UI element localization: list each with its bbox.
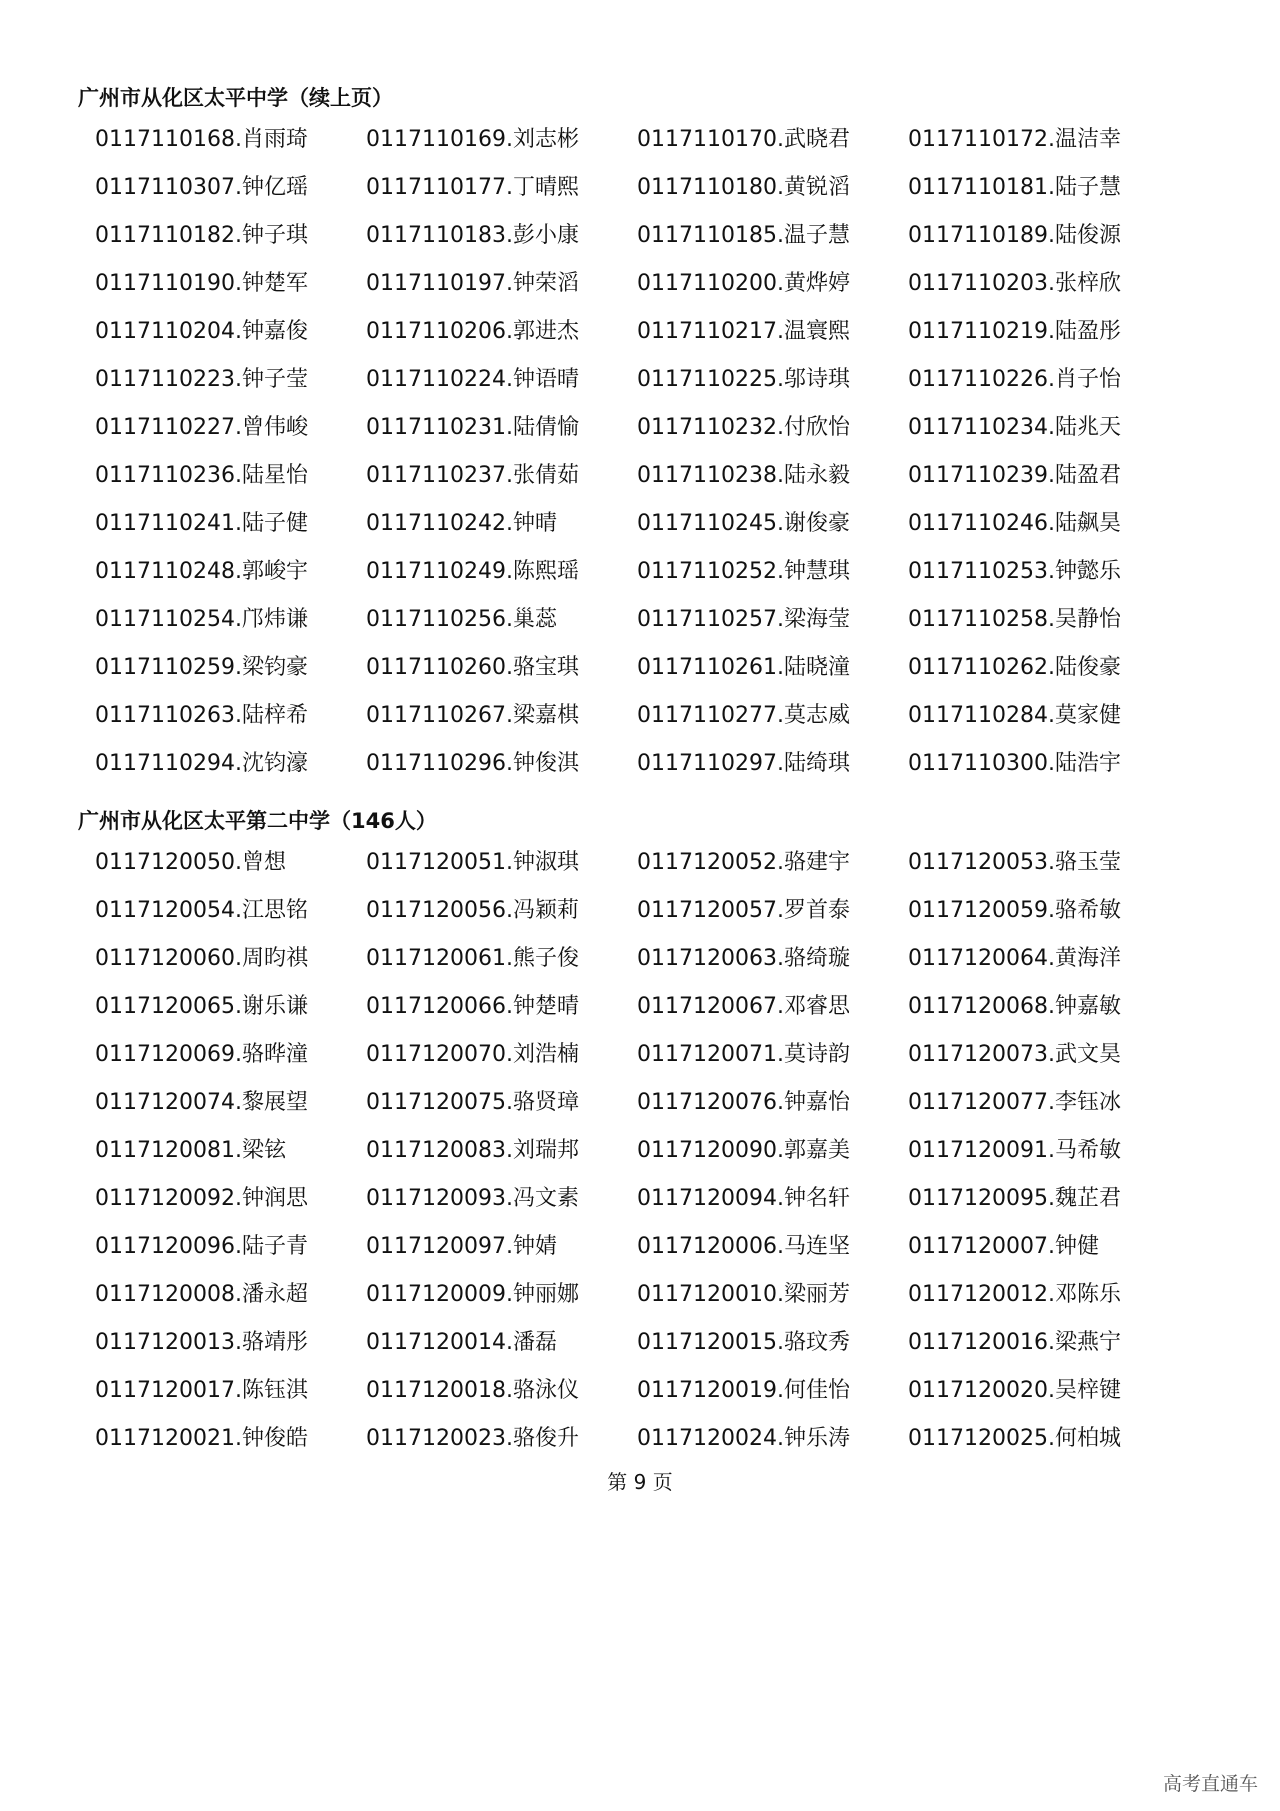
student-entry: 0117120015.骆玟秀 [637, 1330, 850, 1355]
student-entry: 0117120068.钟嘉敏 [908, 994, 1121, 1019]
student-entry: 0117110232.付欣怡 [637, 415, 850, 440]
student-entry: 0117110253.钟懿乐 [908, 559, 1121, 584]
student-entry: 0117110248.郭峻宇 [95, 559, 308, 584]
student-entry: 0117110227.曾伟峻 [95, 415, 308, 440]
student-entry: 0117110224.钟语晴 [366, 367, 579, 392]
student-entry: 0117120060.周昀祺 [95, 946, 308, 971]
student-entry: 0117120061.熊子俊 [366, 946, 579, 971]
student-entry: 0117120081.梁铉 [95, 1138, 286, 1163]
student-entry: 0117120070.刘浩楠 [366, 1042, 579, 1067]
student-entry: 0117110256.巢蕊 [366, 607, 557, 632]
student-entry: 0117120074.黎展望 [95, 1090, 308, 1115]
student-entry: 0117110168.肖雨琦 [95, 127, 308, 152]
student-entry: 0117110231.陆倩愉 [366, 415, 579, 440]
student-entry: 0117110190.钟楚军 [95, 271, 308, 296]
student-entry: 0117120017.陈钰淇 [95, 1378, 308, 1403]
student-entry: 0117120063.骆绮璇 [637, 946, 850, 971]
student-entry: 0117110172.温洁幸 [908, 127, 1121, 152]
student-entry: 0117120018.骆泳仪 [366, 1378, 579, 1403]
student-entry: 0117110181.陆子慧 [908, 175, 1121, 200]
page-number: 第 9 页 [607, 1470, 673, 1494]
student-entry: 0117110197.钟荣滔 [366, 271, 579, 296]
student-entry: 0117110296.钟俊淇 [366, 751, 579, 776]
student-entry: 0117120024.钟乐涛 [637, 1426, 850, 1451]
student-entry: 0117110180.黄锐滔 [637, 175, 850, 200]
student-entry: 0117110239.陆盈君 [908, 463, 1121, 488]
student-entry: 0117110223.钟子莹 [95, 367, 308, 392]
student-entry: 0117120073.武文昊 [908, 1042, 1121, 1067]
student-entry: 0117110267.梁嘉棋 [366, 703, 579, 728]
student-entry: 0117110300.陆浩宇 [908, 751, 1121, 776]
student-list [95, 839, 1195, 1463]
student-entry: 0117120066.钟楚晴 [366, 994, 579, 1019]
student-entry: 0117120059.骆希敏 [908, 898, 1121, 923]
student-entry: 0117110246.陆飙昊 [908, 511, 1121, 536]
student-entry: 0117110203.张梓欣 [908, 271, 1121, 296]
student-entry: 0117120021.钟俊皓 [95, 1426, 308, 1451]
section-title: 广州市从化区太平中学（续上页） [78, 86, 393, 110]
student-entry: 0117110252.钟慧琪 [637, 559, 850, 584]
student-entry: 0117120009.钟丽娜 [366, 1282, 579, 1307]
student-entry: 0117120016.梁燕宁 [908, 1330, 1121, 1355]
student-entry: 0117120075.骆贤璋 [366, 1090, 579, 1115]
student-entry: 0117110242.钟晴 [366, 511, 557, 536]
student-entry: 0117120090.郭嘉美 [637, 1138, 850, 1163]
student-entry: 0117120012.邓陈乐 [908, 1282, 1121, 1307]
student-entry: 0117120097.钟婧 [366, 1234, 557, 1259]
student-entry: 0117110259.梁钧豪 [95, 655, 308, 680]
student-entry: 0117120050.曾想 [95, 850, 286, 875]
student-entry: 0117110262.陆俊豪 [908, 655, 1121, 680]
student-entry: 0117110257.梁海莹 [637, 607, 850, 632]
student-entry: 0117120014.潘磊 [366, 1330, 557, 1355]
student-entry: 0117110294.沈钧濠 [95, 751, 308, 776]
student-entry: 0117120013.骆靖彤 [95, 1330, 308, 1355]
student-entry: 0117110297.陆绮琪 [637, 751, 850, 776]
student-entry: 0117120077.李钰冰 [908, 1090, 1121, 1115]
student-entry: 0117120071.莫诗韵 [637, 1042, 850, 1067]
student-entry: 0117120096.陆子青 [95, 1234, 308, 1259]
student-entry: 0117120019.何佳怡 [637, 1378, 850, 1403]
student-entry: 0117120054.江思铭 [95, 898, 308, 923]
student-entry: 0117120067.邓睿思 [637, 994, 850, 1019]
student-entry: 0117110307.钟亿瑶 [95, 175, 308, 200]
student-list [95, 116, 1195, 788]
student-entry: 0117110225.邬诗琪 [637, 367, 850, 392]
student-entry: 0117120092.钟润思 [95, 1186, 308, 1211]
student-entry: 0117110263.陆梓希 [95, 703, 308, 728]
student-entry: 0117110249.陈熙瑶 [366, 559, 579, 584]
student-entry: 0117120057.罗首泰 [637, 898, 850, 923]
student-entry: 0117120083.刘瑞邦 [366, 1138, 579, 1163]
student-entry: 0117120023.骆俊升 [366, 1426, 579, 1451]
student-entry: 0117120069.骆晔潼 [95, 1042, 308, 1067]
student-entry: 0117110284.莫家健 [908, 703, 1121, 728]
student-entry: 0117110219.陆盈彤 [908, 319, 1121, 344]
student-entry: 0117120052.骆建宇 [637, 850, 850, 875]
student-entry: 0117110260.骆宝琪 [366, 655, 579, 680]
student-entry: 0117120094.钟名轩 [637, 1186, 850, 1211]
student-entry: 0117120006.马连坚 [637, 1234, 850, 1259]
student-entry: 0117120053.骆玉莹 [908, 850, 1121, 875]
student-entry: 0117120020.吴梓键 [908, 1378, 1121, 1403]
student-entry: 0117120095.魏芷君 [908, 1186, 1121, 1211]
student-entry: 0117110204.钟嘉俊 [95, 319, 308, 344]
student-entry: 0117120008.潘永超 [95, 1282, 308, 1307]
student-entry: 0117120065.谢乐谦 [95, 994, 308, 1019]
student-entry: 0117110237.张倩茹 [366, 463, 579, 488]
student-entry: 0117110217.温寰熙 [637, 319, 850, 344]
student-entry: 0117110261.陆晓潼 [637, 655, 850, 680]
student-entry: 0117120051.钟淑琪 [366, 850, 579, 875]
student-entry: 0117110238.陆永毅 [637, 463, 850, 488]
student-entry: 0117120010.梁丽芳 [637, 1282, 850, 1307]
student-entry: 0117110177.丁晴熙 [366, 175, 579, 200]
student-entry: 0117110234.陆兆天 [908, 415, 1121, 440]
student-entry: 0117120056.冯颖莉 [366, 898, 579, 923]
student-entry: 0117110200.黄烨婷 [637, 271, 850, 296]
student-entry: 0117110182.钟子琪 [95, 223, 308, 248]
student-entry: 0117120091.马希敏 [908, 1138, 1121, 1163]
student-entry: 0117110245.谢俊豪 [637, 511, 850, 536]
watermark-text: 高考直通车 [1162, 1773, 1258, 1795]
student-entry: 0117110185.温子慧 [637, 223, 850, 248]
student-entry: 0117110226.肖子怡 [908, 367, 1121, 392]
student-entry: 0117120076.钟嘉怡 [637, 1090, 850, 1115]
student-entry: 0117110170.武晓君 [637, 127, 850, 152]
student-entry: 0117110277.莫志威 [637, 703, 850, 728]
student-entry: 0117110189.陆俊源 [908, 223, 1121, 248]
student-entry: 0117110258.吴静怡 [908, 607, 1121, 632]
student-entry: 0117110241.陆子健 [95, 511, 308, 536]
section-title: 广州市从化区太平第二中学（146人） [78, 809, 437, 833]
student-entry: 0117110254.邝炜谦 [95, 607, 308, 632]
student-entry: 0117120064.黄海洋 [908, 946, 1121, 971]
student-entry: 0117110183.彭小康 [366, 223, 579, 248]
student-entry: 0117110169.刘志彬 [366, 127, 579, 152]
student-entry: 0117110236.陆星怡 [95, 463, 308, 488]
student-entry: 0117120007.钟健 [908, 1234, 1099, 1259]
student-entry: 0117120025.何柏城 [908, 1426, 1121, 1451]
student-entry: 0117110206.郭进杰 [366, 319, 579, 344]
student-entry: 0117120093.冯文素 [366, 1186, 579, 1211]
